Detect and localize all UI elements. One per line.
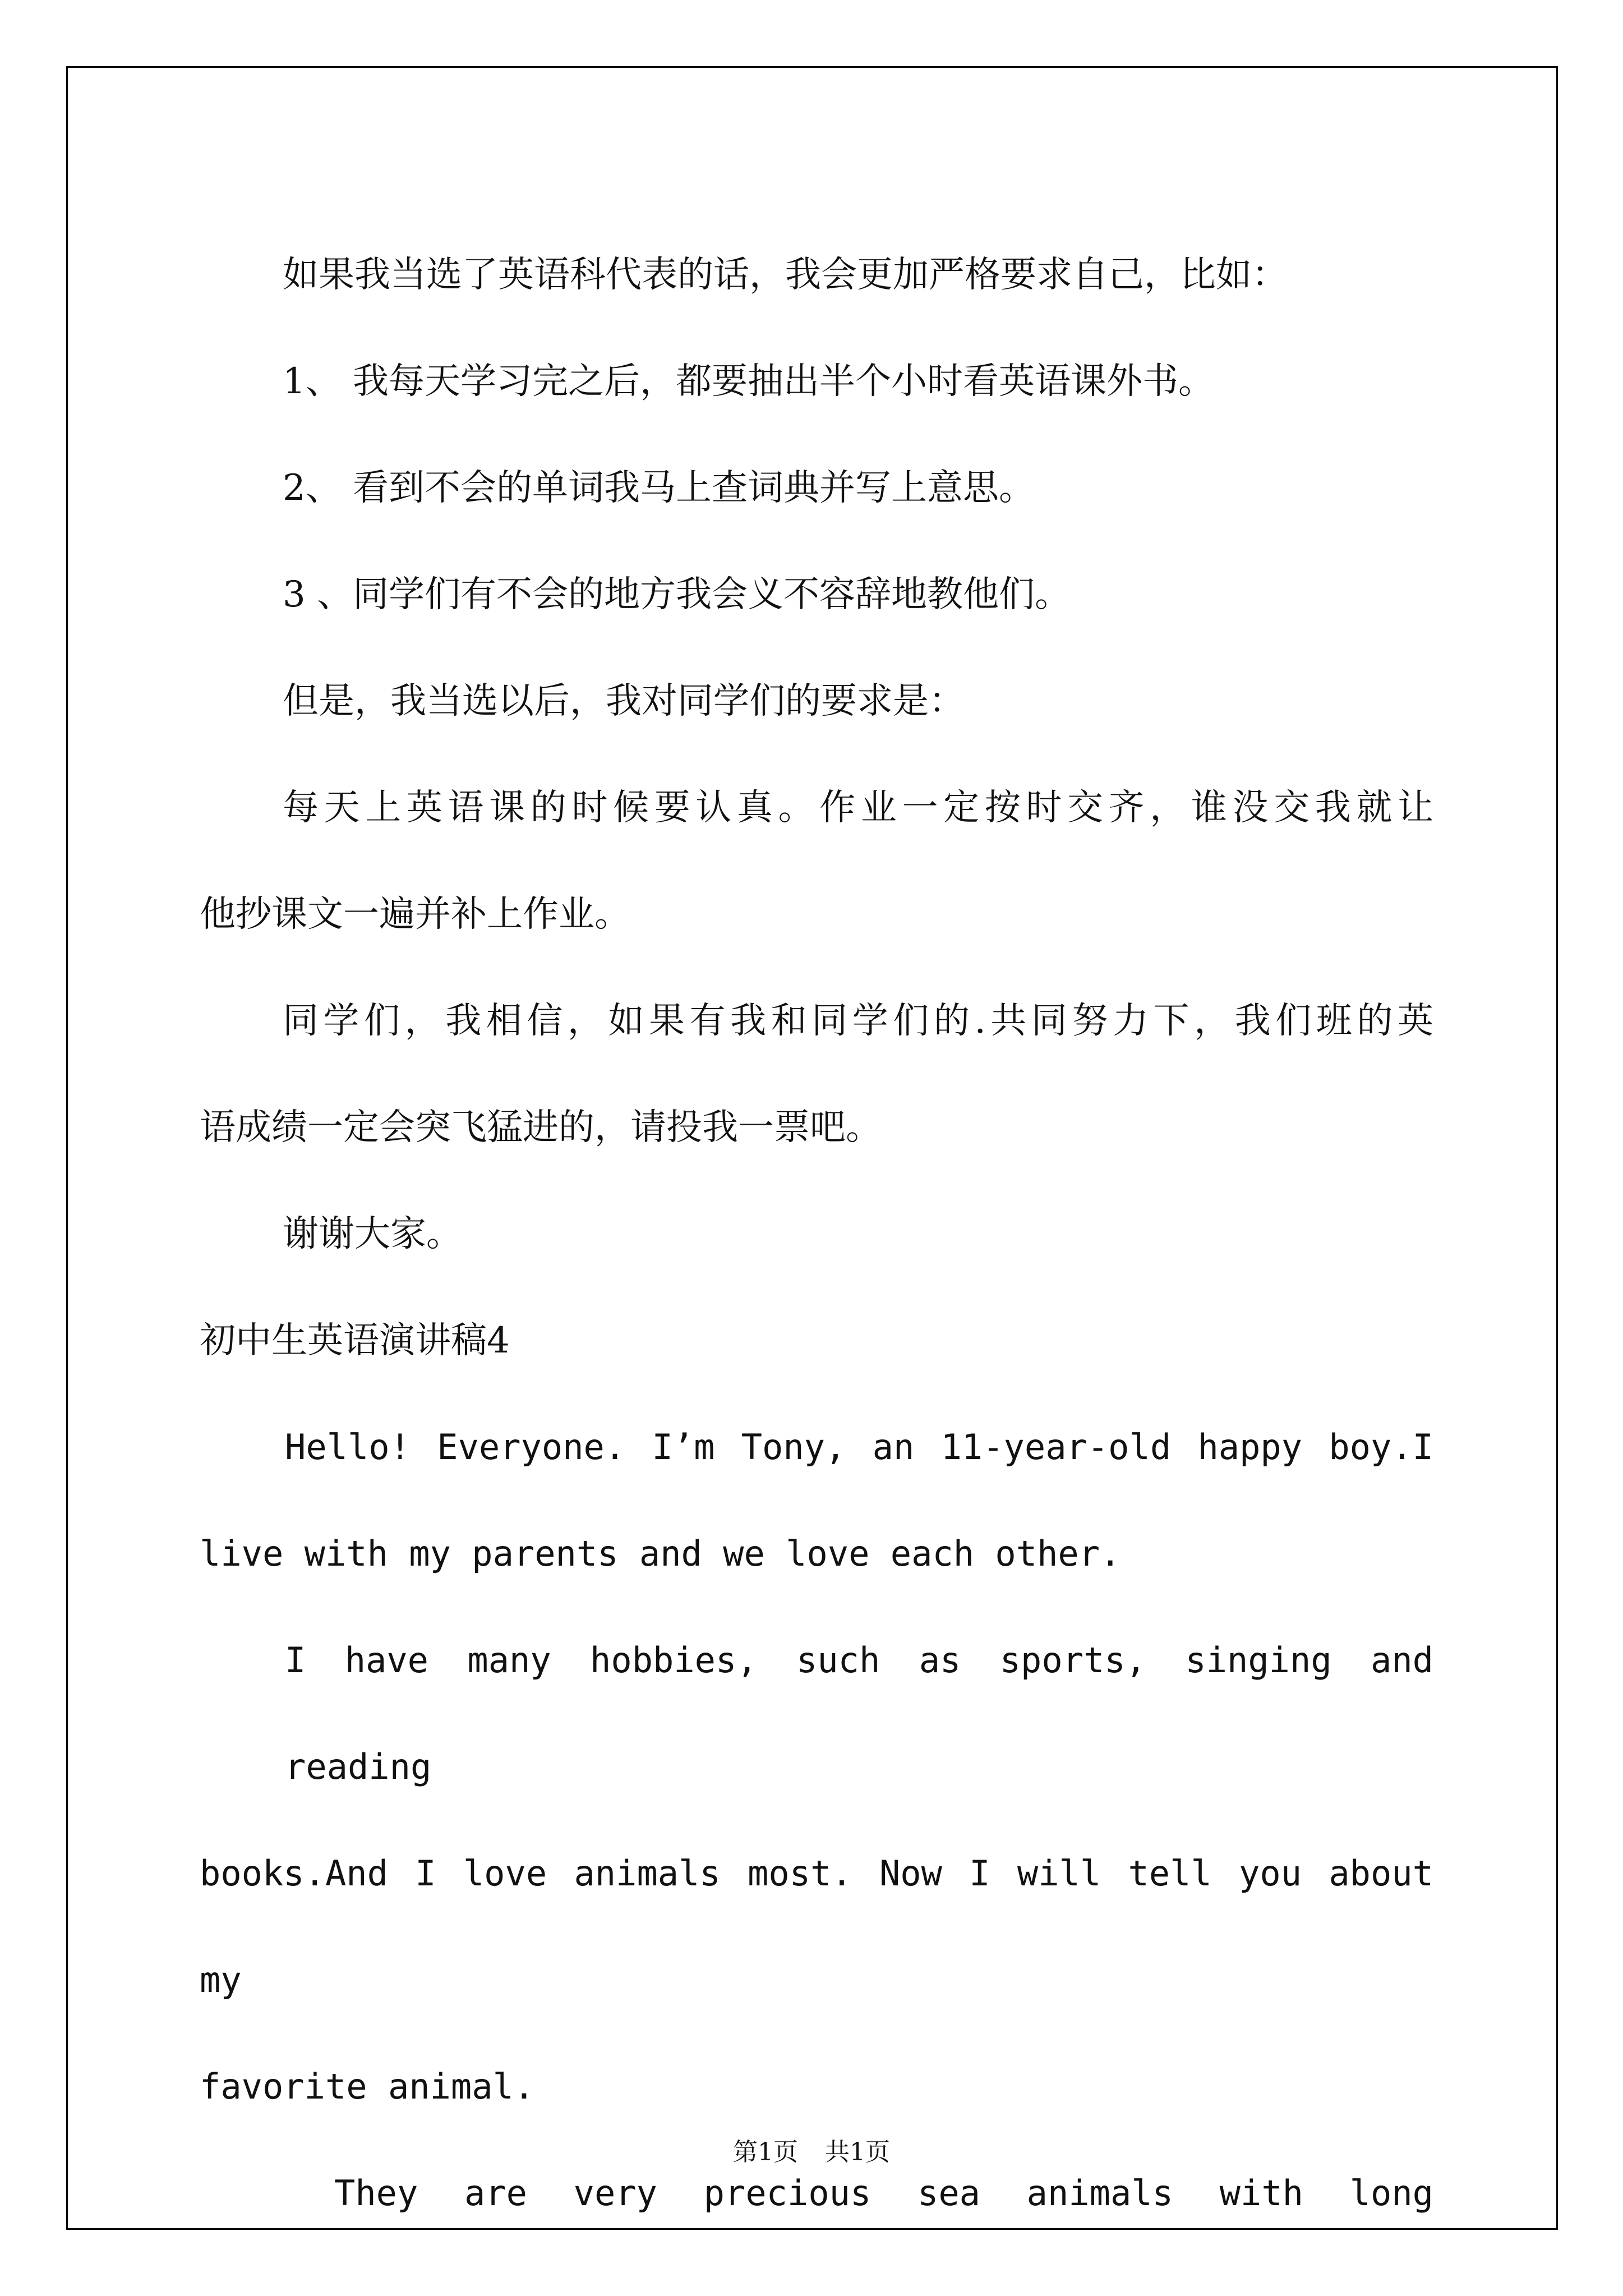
- paragraph-line: They are very precious sea animals with long: [334, 2173, 1433, 2214]
- paragraph-line: 如果我当选了英语科代表的话，我会更加严格要求自己，比如：: [283, 254, 1288, 296]
- closing-line: 谢谢大家。: [283, 1213, 462, 1255]
- paragraph-line: 同学们，我相信，如果有我和同学们的.共同努力下，我们班的英: [283, 1000, 1433, 1042]
- paragraph-line: I have many hobbies, such as sports, singing and reading: [285, 1640, 1433, 1787]
- paragraph-line: 但是，我当选以后，我对同学们的要求是：: [283, 680, 965, 722]
- list-item-2: 2、 看到不会的单词我马上查词典并写上意思。: [283, 467, 1035, 509]
- paragraph-line: Hello! Everyone. I’m Tony, an 11-year-old happy boy.I: [285, 1427, 1433, 1467]
- paragraph-line: favorite animal.: [200, 2066, 535, 2107]
- page-count: 共1页: [825, 2138, 890, 2166]
- paragraph-line: live with my parents and we love each other.: [200, 1533, 1121, 1574]
- section-heading: 初中生英语演讲稿4: [200, 1320, 510, 1361]
- page-footer: [0, 2132, 1623, 2168]
- paragraph-line: 他抄课文一遍并补上作业。: [200, 894, 630, 935]
- paragraph-line: 每天上英语课的时候要认真。作业一定按时交齐，谁没交我就让: [283, 787, 1433, 829]
- paragraph-line: books.And I love animals most. Now I will tell you about my: [200, 1853, 1433, 2000]
- page-number: 第1页: [733, 2138, 798, 2166]
- document-body: [200, 222, 1433, 2247]
- list-item-1: 1、 我每天学习完之后，都要抽出半个小时看英语课外书。: [283, 361, 1215, 402]
- list-item-3: 3 、同学们有不会的地方我会义不容辞地教他们。: [283, 574, 1071, 615]
- paragraph-line: 语成绩一定会突飞猛进的，请投我一票吧。: [200, 1107, 882, 1148]
